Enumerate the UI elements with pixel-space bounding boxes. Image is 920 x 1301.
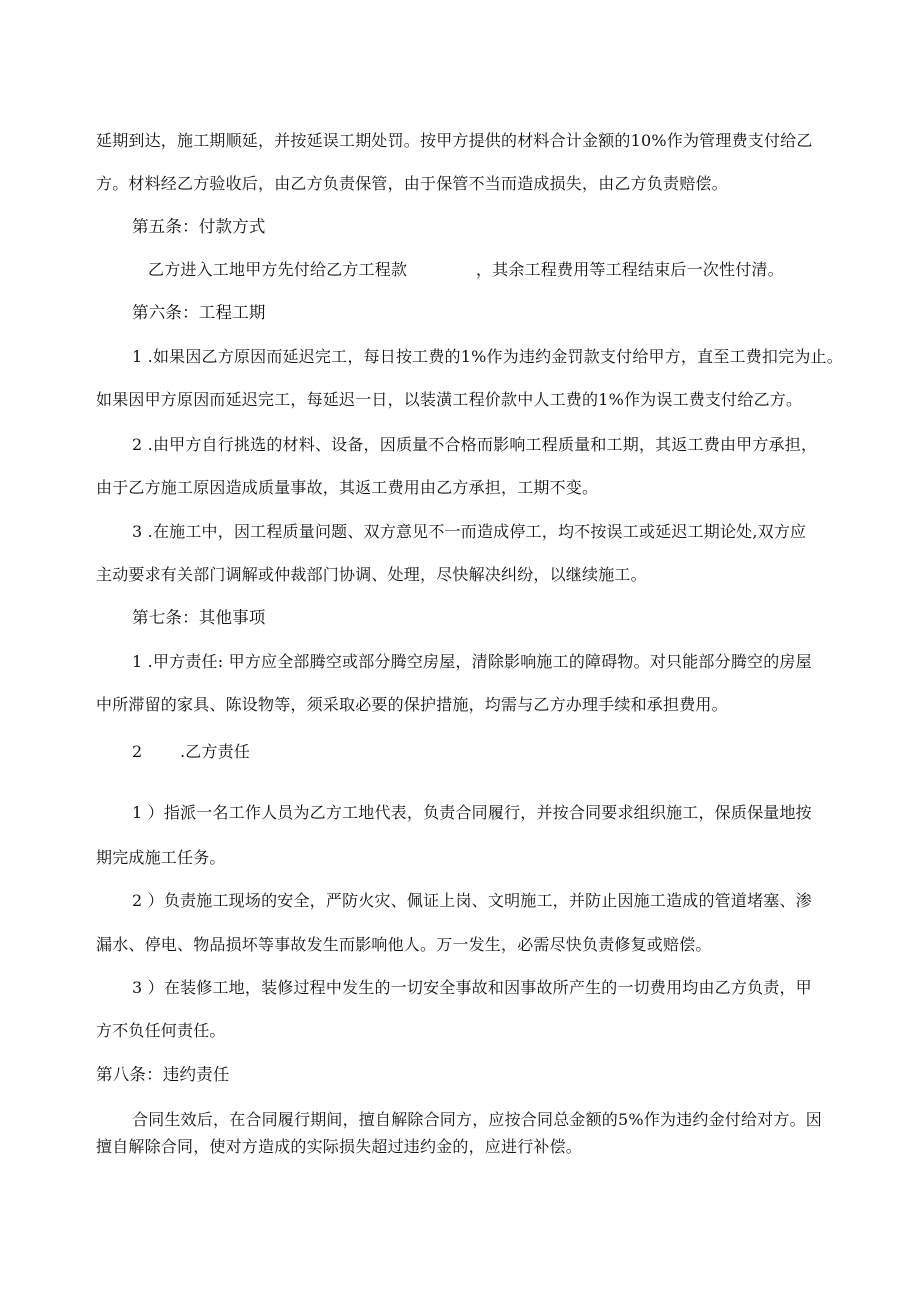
article-6-title: 第六条：工程工期 [132, 303, 266, 322]
article-6-item-1-line-1: 1 .如果因乙方原因而延迟完工，每日按工费的1%作为违约金罚款支付给甲方，直至工费扣完为止。 [132, 347, 843, 366]
article-7-sub-2-line-2: 漏水、停电、物品损坏等事故发生而影响他人。万一发生，必需尽快负责修复或赔偿。 [96, 935, 712, 954]
article-7-sub-2-line-1: 2 ）负责施工现场的安全，严防火灾、佩证上岗、文明施工，并防止因施工造成的管道堵塞、渗 [132, 891, 812, 910]
article-7-item-1-line-1: 1 .甲方责任: 甲方应全部腾空或部分腾空房屋，清除影响施工的障碍物。对只能部分腾空的房屋 [132, 652, 812, 671]
article-6-item-2-line-2: 由于乙方施工原因造成质量事故，其返工费用由乙方承担，工期不变。 [96, 478, 599, 497]
article-7-sub-1-line-2: 期完成施工任务。 [96, 848, 226, 867]
article-7-sub-1-line-1: 1 ）指派一名工作人员为乙方工地代表，负责合同履行，并按合同要求组织施工，保质保量地按 [132, 803, 812, 822]
article-5-title: 第五条：付款方式 [132, 217, 266, 236]
article-5-text-a: 乙方进入工地甲方先付给乙方工程款 [148, 260, 408, 279]
article-6-item-3-line-2: 主动要求有关部门调解或仲裁部门协调、处理，尽快解决纠纷，以继续施工。 [96, 565, 647, 584]
article-7-sub-3-line-2: 方不负任何责任。 [96, 1021, 226, 1040]
article-8-text-line-1: 合同生效后，在合同履行期间，擅自解除合同方，应按合同总金额的5%作为违约金付给对方。因 [132, 1110, 822, 1129]
article-7-sub-3-line-1: 3 ）在装修工地，装修过程中发生的一切安全事故和因事故所产生的一切费用均由乙方负责，甲 [132, 978, 812, 997]
article-7-title: 第七条：其他事项 [132, 608, 266, 627]
article-7-item-2-text: .乙方责任 [180, 742, 251, 761]
article-7-item-1-line-2: 中所滞留的家具、陈设物等，须采取必要的保护措施，均需与乙方办理手续和承担费用。 [96, 695, 728, 714]
article-6-item-1-line-2: 如果因甲方原因而延迟完工，每延迟一日，以装潢工程价款中人工费的1%作为误工费支付给乙方。 [96, 390, 803, 409]
article-8-text-line-2: 擅自解除合同，使对方造成的实际损失超过违约金的，应进行补偿。 [96, 1137, 583, 1156]
intro-line-2: 方。材料经乙方验收后，由乙方负责保管，由于保管不当而造成损失，由乙方负责赔偿。 [96, 174, 728, 193]
article-6-item-3-line-1: 3 .在施工中，因工程质量问题、双方意见不一而造成停工，均不按误工或延迟工期论处,双方应 [132, 522, 807, 541]
article-8-title: 第八条：违约责任 [96, 1065, 230, 1084]
article-5-text-b: ，其余工程费用等工程结束后一次性付清。 [476, 260, 784, 279]
article-7-item-2-number: 2 [132, 742, 143, 761]
intro-line-1: 延期到达，施工期顺延，并按延误工期处罚。按甲方提供的材料合计金额的10%作为管理费支付给乙 [96, 131, 813, 150]
article-6-item-2-line-1: 2 .由甲方自行挑选的材料、设备，因质量不合格而影响工程质量和工期，其返工费由甲方承担， [132, 435, 818, 454]
